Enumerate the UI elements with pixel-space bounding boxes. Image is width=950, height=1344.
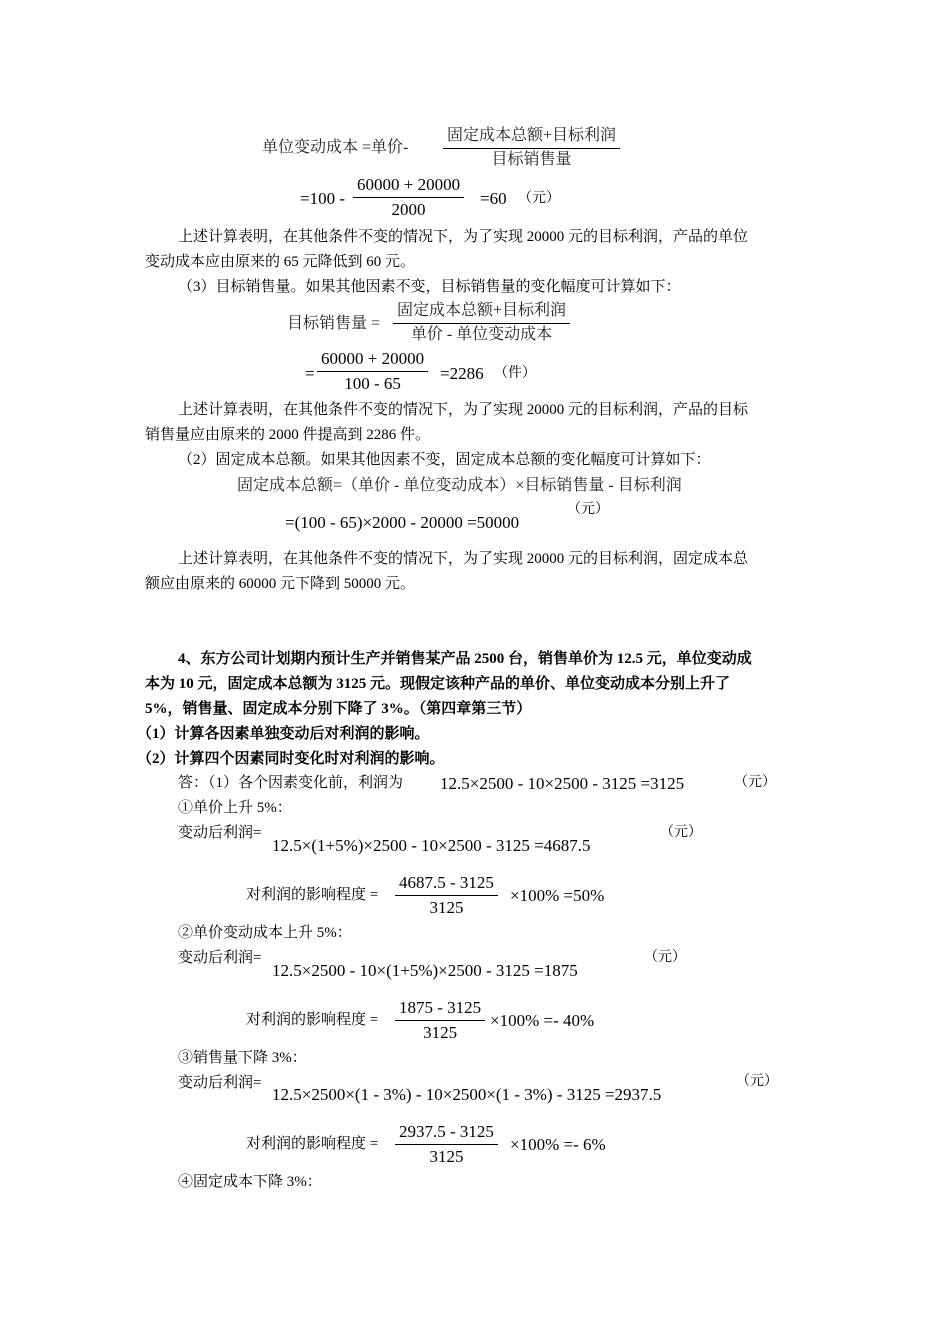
formula3-line2: =(100 - 65)×2000 - 20000 =50000 [285, 513, 520, 532]
formula2-denominator: 单价 - 单位变动成本 [393, 323, 570, 344]
case3-result: ×100% =- 6% [510, 1135, 606, 1154]
paragraph3-line1: 上述计算表明，在其他条件不变的情况下，为了实现 20000 元的目标利润，固定成本总 [178, 551, 749, 567]
case2-unit: （元） [644, 950, 686, 965]
case1-changed-label: 变动后利润= [178, 825, 262, 841]
formula1-fraction [443, 128, 620, 169]
formula2-lhs: 目标销售量 = [287, 315, 381, 332]
formula1-calc-post: =60 [480, 189, 507, 208]
case2-denominator: 3125 [395, 1020, 485, 1042]
formula1-lhs: 单位变动成本 =单价- [262, 139, 409, 156]
case3-changed-label: 变动后利润= [178, 1075, 262, 1091]
case3-math: 12.5×2500×(1 - 3%) - 10×2500×(1 - 3%) - 3125 =2937.5 [272, 1085, 662, 1104]
formula1-denominator: 目标销售量 [443, 148, 620, 169]
case4-title: ④固定成本下降 3%： [178, 1174, 322, 1190]
case2-title: ②单价变动成本上升 5%： [178, 925, 352, 941]
paragraph1-line1: 上述计算表明，在其他条件不变的情况下，为了实现 20000 元的目标利润，产品的单位 [178, 229, 749, 245]
formula1-calc-denominator: 2000 [353, 197, 464, 219]
formula2-unit: （件） [494, 366, 536, 381]
case3-numerator: 2937.5 - 3125 [399, 1122, 494, 1141]
case1-result: ×100% =50% [510, 886, 605, 905]
case3-fraction [395, 1123, 498, 1166]
case1-fraction [395, 874, 498, 917]
paragraph1-line2: 变动成本应由原来的 65 元降低到 60 元。 [145, 254, 416, 270]
formula1-unit: （元） [518, 191, 560, 206]
formula1-calc-pre: =100 - [300, 189, 345, 208]
answer-intro-math: 12.5×2500 - 10×2500 - 3125 =3125 [440, 774, 685, 793]
question4-sub2: （2）计算四个因素同时变化时对利润的影响。 [137, 751, 445, 767]
formula1-calc-fraction [353, 176, 464, 219]
answer-intro: 答：（1）各个因素变化前，利润为 [178, 775, 404, 791]
answer-intro-unit: （元） [734, 775, 776, 790]
case1-unit: （元） [660, 825, 702, 840]
formula1-calc-numerator: 60000 + 20000 [357, 175, 461, 194]
paragraph2-line2: 销售量应由原来的 2000 件提高到 2286 件。 [145, 427, 431, 443]
case3-impact-label: 对利润的影响程度 = [246, 1136, 379, 1152]
question4-line2: 本为 10 元，固定成本总额为 3125 元。现假定该种产品的单价、单位变动成本分别上升了 [145, 676, 731, 692]
section2-heading: （2）固定成本总额。如果其他因素不变，固定成本总额的变化幅度可计算如下： [178, 452, 711, 468]
case2-impact-label: 对利润的影响程度 = [246, 1012, 379, 1028]
question4-sub1: （1）计算各因素单独变动后对利润的影响。 [137, 726, 430, 742]
case1-math: 12.5×(1+5%)×2500 - 10×2500 - 3125 =4687.5 [272, 836, 591, 855]
case2-result: ×100% =- 40% [490, 1011, 595, 1030]
case3-unit: （元） [736, 1074, 778, 1089]
case1-numerator: 4687.5 - 3125 [399, 873, 494, 892]
question4-line1: 4、东方公司计划期内预计生产并销售某产品 2500 台，销售单价为 12.5 元，单位变动成 [178, 651, 752, 667]
formula2-fraction [393, 303, 570, 344]
section3-heading: （3）目标销售量。如果其他因素不变，目标销售量的变化幅度可计算如下： [178, 279, 681, 295]
case1-impact-label: 对利润的影响程度 = [246, 887, 379, 903]
formula2-calc-pre: = [305, 364, 315, 383]
case2-numerator: 1875 - 3125 [399, 998, 482, 1017]
formula3-line1: 固定成本总额=（单价 - 单位变动成本）×目标销售量 - 目标利润 [237, 477, 682, 494]
formula2-calc-numerator: 60000 + 20000 [321, 349, 425, 368]
case3-denominator: 3125 [395, 1144, 498, 1166]
paragraph2-line1: 上述计算表明，在其他条件不变的情况下，为了实现 20000 元的目标利润，产品的目标 [178, 402, 749, 418]
case2-math: 12.5×2500 - 10×(1+5%)×2500 - 3125 =1875 [272, 961, 578, 980]
formula2-numerator: 固定成本总额+目标利润 [397, 302, 567, 319]
formula1-numerator: 固定成本总额+目标利润 [447, 127, 617, 144]
case1-title: ①单价上升 5%： [178, 800, 292, 816]
case1-denominator: 3125 [395, 895, 498, 917]
case2-fraction [395, 999, 485, 1042]
question4-line3: 5%，销售量、固定成本分别下降了 3%。（第四章第三节） [145, 701, 532, 717]
formula3-unit: （元） [567, 502, 609, 517]
case3-title: ③销售量下降 3%： [178, 1050, 307, 1066]
formula2-calc-denominator: 100 - 65 [317, 371, 428, 393]
formula2-calc-post: =2286 [440, 364, 484, 383]
paragraph3-line2: 额应由原来的 60000 元下降到 50000 元。 [145, 576, 416, 592]
case2-changed-label: 变动后利润= [178, 950, 262, 966]
formula2-calc-fraction [317, 350, 428, 393]
